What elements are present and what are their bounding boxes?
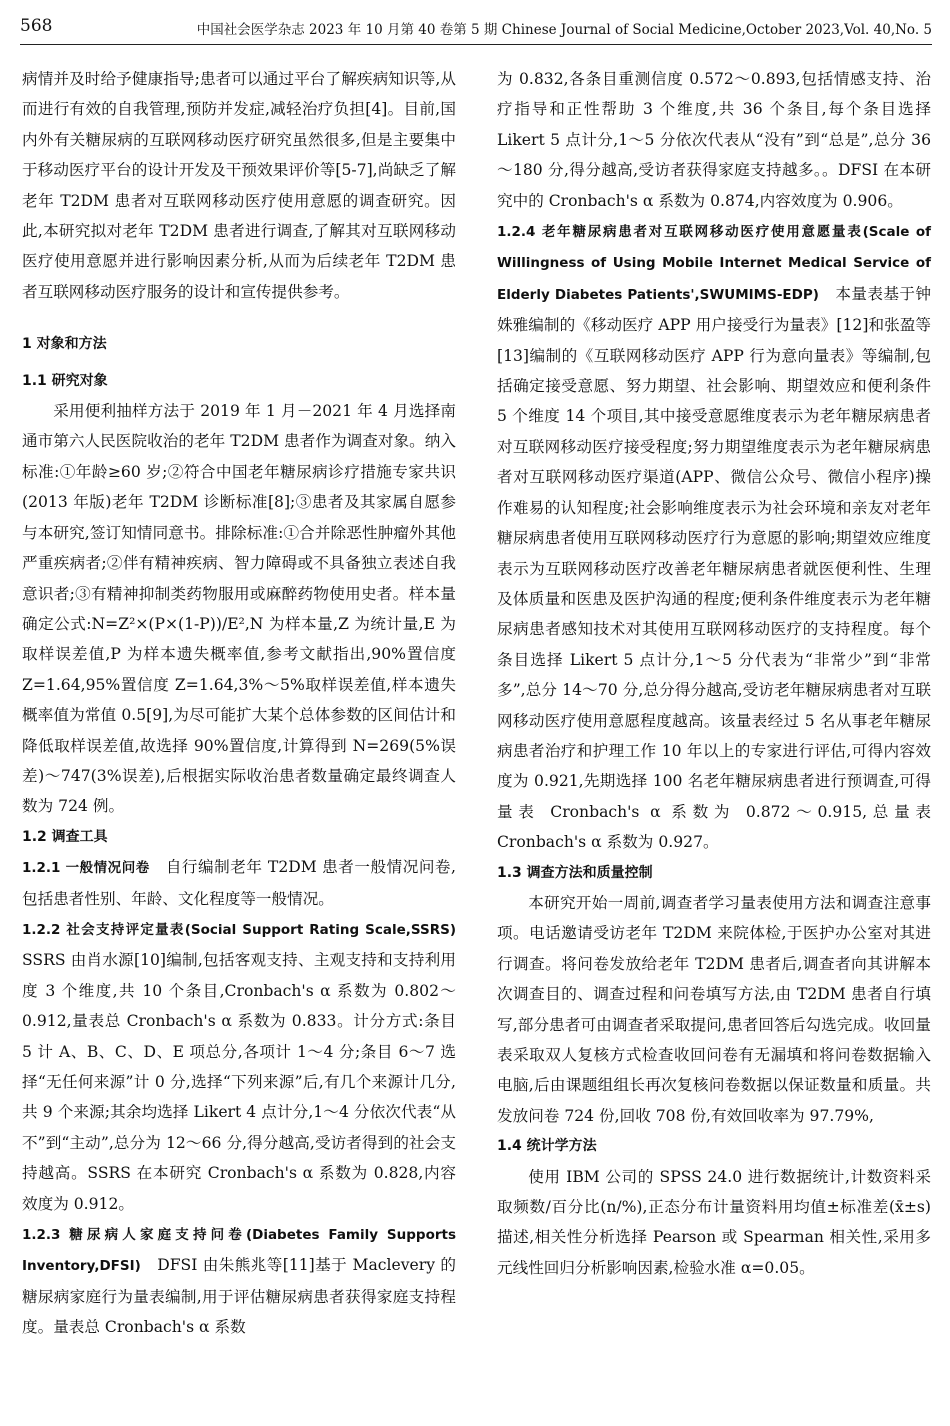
paragraph: DFSI 由朱熊兆等[11]基于 Maclevery 的糖尿病家庭行为量表编制,用于评估糖尿病患者获得家庭支持程度。量表总 Cronbach's α 系数 [22, 1256, 456, 1337]
header-rule [20, 44, 932, 45]
section-heading: 1 对象和方法 [22, 336, 107, 353]
subsubsection-heading: 1.2.2 社会支持评定量表(Social Support Rating Scale,SSRS) [22, 921, 456, 938]
paragraph: 为 0.832,各条目重测信度 0.572～0.893,包括情感支持、治疗指导和正性帮助 3 个维度,共 36 个条目,每个条目选择 Likert 5 点计分,1～5 分依次代表从“没有”到“总是”,总分 36～180 分,得分越高,受访者获得家庭支持越多。。DFSI 在本研究中的 Cronbach's α 系数为 0.874,内容效度为 0.906。 [497, 70, 931, 210]
right-column [497, 64, 931, 1283]
paragraph: 使用 IBM 公司的 SPSS 24.0 进行数据统计,计数资料采取频数/百分比(n/%),正态分布计量资料用均值±标准差(x̄±s)描述,相关性分析选择 Pearson 或 Spearman 相关性,采用多元线性回归分析影响因素,检验水准 α=0.05。 [497, 1167, 931, 1277]
subsection-heading: 1.2 调查工具 [22, 828, 108, 845]
subsection-heading: 1.4 统计学方法 [497, 1138, 597, 1155]
subsubsection-heading: 1.2.1 一般情况问卷 [22, 860, 150, 877]
page-number: 568 [20, 16, 53, 36]
subsection-heading: 1.3 调查方法和质量控制 [497, 864, 653, 881]
paragraph: 本研究开始一周前,调查者学习量表使用方法和调查注意事项。电话邀请受访老年 T2DM 来院体检,于医护办公室对其进行调查。将问卷发放给老年 T2DM 患者后,调查者向其讲解本次调查目的、调查过程和问卷填写方法,由 T2DM 患者自行填写,部分患者可由调查者采取提问,患者回答后勾选完成。收回量表采取双人复核方式检查收回问卷有无漏填和将问卷数据输入电脑,后由课题组组长再次复核问卷数据以保证数量和质量。共发放问卷 724 份,回收 708 份,有效回收率为 97.79%, [497, 893, 931, 1125]
subsubsection-heading: 1.2.4 老年糖尿病患者对互联网移动医疗使用意愿量表(Scale of Willingness of Using Mobile Internet Medical Service of Elderly Diabetes Patients',SWUMIMS-EDP) [497, 224, 931, 303]
subsubsection-heading: 1.2.3 糖尿病人家庭支持问卷(Diabetes Family Supports Inventory,DFSI) [22, 1227, 456, 1275]
left-column [22, 64, 456, 1343]
journal-running-title: 中国社会医学杂志 2023 年 10 月第 40 卷第 5 期 Chinese Journal of Social Medicine,October 2023,Vol. 40,No. 5 [196, 22, 932, 38]
paragraph: 自行编制老年 T2DM 患者一般情况问卷,包括患者性别、年龄、文化程度等一般情况。 [22, 858, 456, 908]
page-header [20, 16, 932, 44]
paragraph: SSRS 由肖水源[10]编制,包括客观支持、主观支持和支持利用度 3 个维度,共 10 个条目,Cronbach's α 系数为 0.802～0.912,量表总 Cronbach's α 系数为 0.833。计分方式:条目 5 计 A、B、C、D、E 项总分,各项计 1～4 分;条目 6～7 选择“无任何来源”计 0 分,选择“下列来源”后,有几个来源计几分,共 9 个来源;其余均选择 Likert 4 点计分,1～4 分依次代表“从不”到“主动”,总分为 12～66 分,得分越高,受访者得到的社会支持越高。SSRS 在本研究 Cronbach's α 系数为 0.828,内容效度为 0.912。 [22, 951, 456, 1213]
paragraph: 采用便利抽样方法于 2019 年 1 月－2021 年 4 月选择南通市第六人民医院收治的老年 T2DM 患者作为调查对象。纳入标准:①年龄≥60 岁;②符合中国老年糖尿病诊疗措施专家共识(2013 年版)老年 T2DM 诊断标准[8];③患者及其家属自愿参与本研究,签订知情同意书。排除标准:①合并除恶性肿瘤外其他严重疾病者;②伴有精神疾病、智力障碍或不具备独立表述自我意识者;③有精神抑制类药物服用或麻醉药物使用史者。样本量确定公式:N=Z²×(P×(1-P))/E²,N 为样本量,Z 为统计量,E 为取样误差值,P 为样本遗失概率值,参考文献指出,90%置信度 Z=1.64,95%置信度 Z=1.64,3%～5%取样误差值,样本遗失概率值为常值 0.5[9],为尽可能扩大某个总体参数的区间估计和降低取样误差值,故选择 90%置信度,计算得到 N=269(5%误差)～747(3%误差),后根据实际收治患者数量确定最终调查人数为 724 例。 [22, 402, 456, 816]
subsection-heading: 1.1 研究对象 [22, 372, 108, 389]
paragraph: 本量表基于钟姝雅编制的《移动医疗 APP 用户接受行为量表》[12]和张盈等[13]编制的《互联网移动医疗 APP 行为意向量表》等编制,包括确定接受意愿、努力期望、社会影响、期望效应和便利条件 5 个维度 14 个项目,其中接受意愿维度表示为老年糖尿病患者对互联网移动医疗接受程度;努力期望维度表示为老年糖尿病患者对互联网移动医疗渠道(APP、微信公众号、微信小程序)操作难易的认知程度;社会影响维度表示为社会环境和亲友对老年糖尿病患者使用互联网移动医疗行为意愿的影响;期望效应维度表示为互联网移动医疗改善老年糖尿病患者就医便利性、生理及体质量和医患及医护沟通的程度;便利条件维度表示为老年糖尿病患者感知技术对其使用互联网移动医疗的支持程度。每个条目选择 Likert 5 点计分,1～5 分代表为“非常少”到“非常多”,总分 14～70 分,总分得分越高,受访老年糖尿病患者对互联网移动医疗使用意愿程度越高。该量表经过 5 名从事老年糖尿病患者治疗和护理工作 10 年以上的专家进行评估,可得内容效度为 0.921,先期选择 100 名老年糖尿病患者进行预调查,可得量表 Cronbach's α 系数为 0.872～0.915,总量表 Cronbach's α 系数为 0.927。 [497, 284, 931, 852]
paragraph: 病情并及时给予健康指导;患者可以通过平台了解疾病知识等,从而进行有效的自我管理,预防并发症,减轻治疗负担[4]。目前,国内外有关糖尿病的互联网移动医疗研究虽然很多,但是主要集中于移动医疗平台的设计开发及干预效果评价等[5-7],尚缺乏了解老年 T2DM 患者对互联网移动医疗使用意愿的调查研究。因此,本研究拟对老年 T2DM 患者进行调查,了解其对互联网移动医疗使用意愿并进行影响因素分析,从而为后续老年 T2DM 患者互联网移动医疗服务的设计和宣传提供参考。 [22, 70, 456, 301]
